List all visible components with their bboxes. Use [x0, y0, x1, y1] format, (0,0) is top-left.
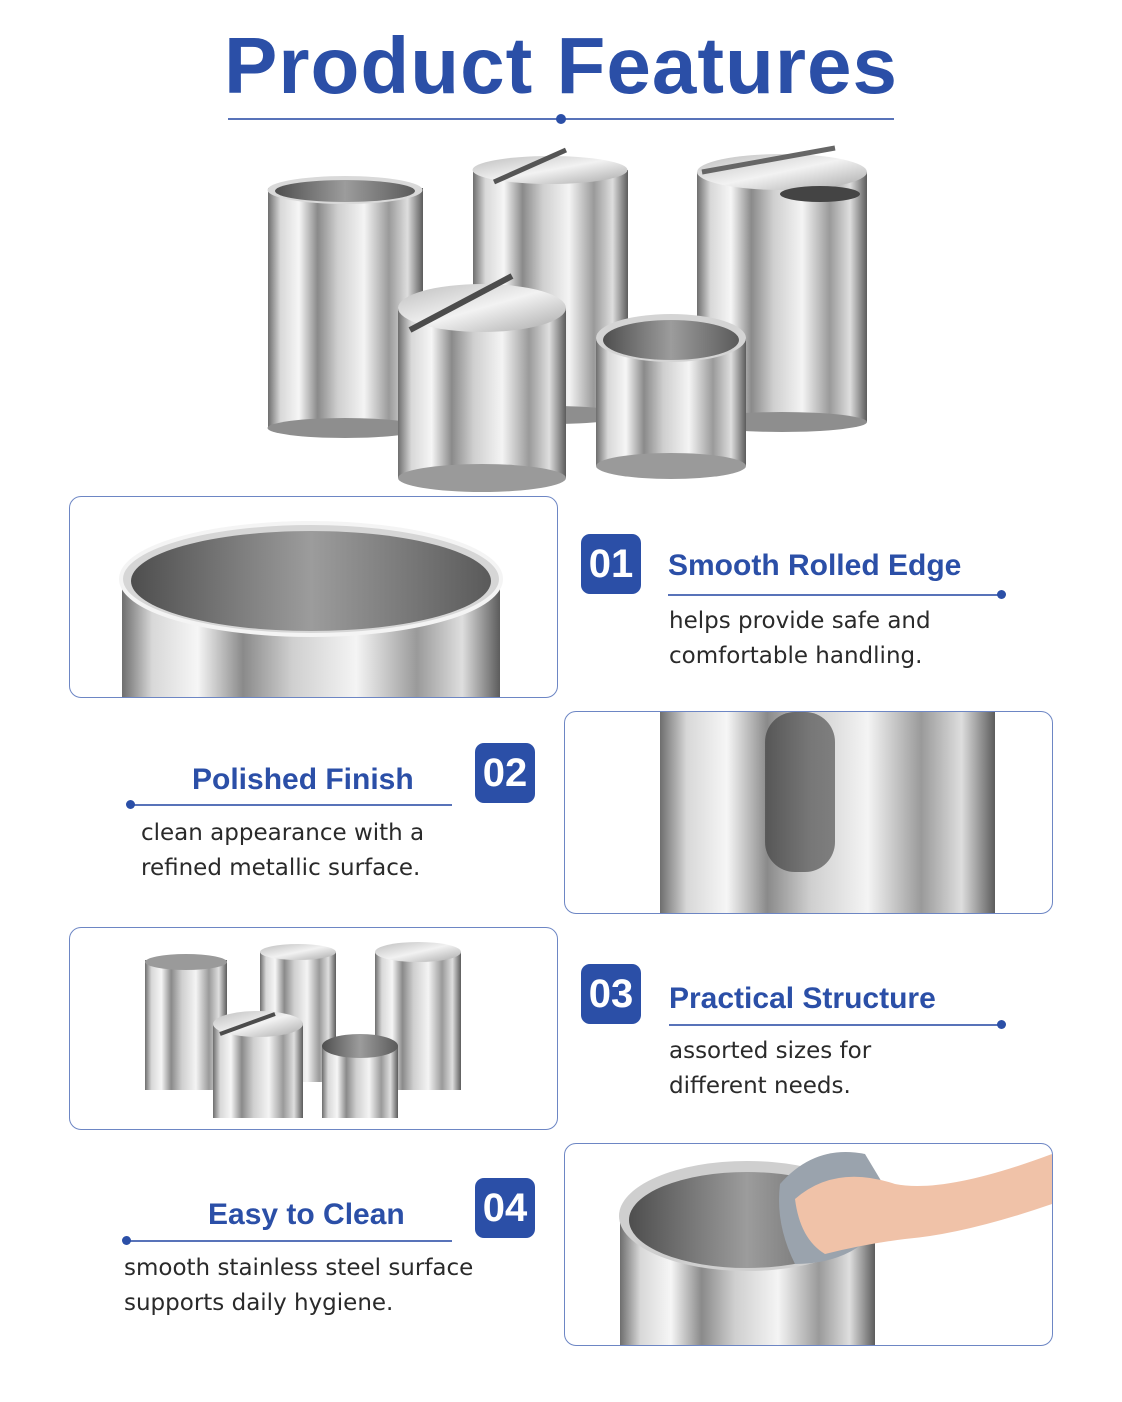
feature-02-number-badge: 02: [475, 743, 535, 803]
page-title: Product Features: [224, 21, 898, 110]
feature-04-image-panel: [564, 1143, 1053, 1346]
feature-03-number-badge: 03: [581, 964, 641, 1024]
feature-04-description-line2: supports daily hygiene.: [124, 1290, 394, 1316]
cleaning-canister-image: [565, 1144, 1052, 1345]
feature-03-divider: [669, 1024, 1001, 1026]
assorted-canisters-image: [70, 928, 557, 1129]
canister-small-lidded: [398, 276, 566, 492]
feature-02-divider-dot: [126, 800, 135, 809]
feature-04-divider-dot: [122, 1236, 131, 1245]
feature-04-description-line1: smooth stainless steel surface: [124, 1255, 474, 1281]
feature-02-image-panel: [564, 711, 1053, 914]
feature-04-number-badge: 04: [475, 1178, 535, 1238]
feature-02-description-line2: refined metallic surface.: [141, 855, 421, 881]
hero-canisters-image: [250, 140, 880, 495]
feature-03-description-line1: assorted sizes for: [669, 1038, 872, 1064]
feature-01-divider: [668, 594, 1000, 596]
feature-02-description-line1: clean appearance with a: [141, 820, 425, 846]
title-divider-dot: [556, 114, 566, 124]
feature-01-title: Smooth Rolled Edge: [668, 549, 962, 582]
feature-01-description-line1: helps provide safe and: [669, 608, 931, 634]
feature-03-image-panel: [69, 927, 558, 1130]
feature-02-title: Polished Finish: [192, 763, 414, 796]
feature-04-divider: [126, 1240, 452, 1242]
feature-01-description-line2: comfortable handling.: [669, 643, 923, 669]
canister-small-open: [596, 314, 746, 479]
feature-01-image-panel: [69, 496, 558, 698]
feature-01-number-badge: 01: [581, 534, 641, 594]
rolled-edge-closeup-image: [70, 497, 557, 697]
feature-04-title: Easy to Clean: [208, 1198, 405, 1231]
feature-01-divider-dot: [997, 590, 1006, 599]
feature-03-description-line2: different needs.: [669, 1073, 851, 1099]
feature-02-divider: [130, 804, 452, 806]
polished-surface-closeup-image: [565, 712, 1052, 913]
feature-03-divider-dot: [997, 1020, 1006, 1029]
feature-03-title: Practical Structure: [669, 982, 936, 1015]
